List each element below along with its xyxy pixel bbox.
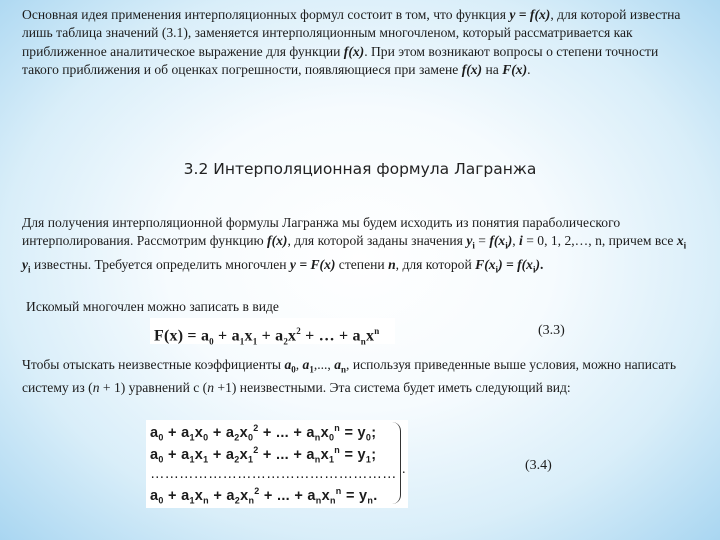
equation-number-3-3: (3.3) [538,323,565,338]
polynomial-intro: Искомый многочлен можно записать в виде [26,299,279,314]
system-dots-row: …………………………………………… [150,466,397,482]
equation-3-3: $F(x) = a_0 + a_1x_1 + a_2x^2$ + … + $a_nx^n$ [150,318,395,344]
equation-number-3-4: (3.4) [525,458,552,473]
equation-system-3-4 [146,420,408,508]
intro-paragraph: Основная идея применения интерполяционных формул состоит в том, что функция y = f(x), для которой известна лишь таблица значений (3.1), заменяется интерполяционным многочленом, который рассматривается как приближенное аналитическое выражение для функции f(x). При этом возникают вопросы о степени точности такого приближения и об оценках погрешности, появляющиеся при замене f(x) на F(x). [22,7,681,78]
section-heading: 3.2 Интерполяционная формула Лагранжа [183,160,537,178]
system-row: $a_0 + a_1x_0 + a_2x_0^2$ + ... + $a_nx_0^n = y_0$; [150,423,377,443]
after-brace-dot: . [402,462,406,477]
system-row: $a_0 + a_1x_1 + a_2x_1^2$ + ... + $a_nx_1^n = y_1$; [150,445,377,465]
lagrange-paragraph: Для получения интерполяционной формулы Лагранжа мы будем исходить из понятия параболического интерполирования. Рассмотрим функцию f(x), для которой заданы значения $y_i = f(x_i)$, i = 0, 1, 2,…, n, причем все $x_i$ $y_i$ известны. Требуется определить многочлен y = F(x) степени n, для которой $F(x_i) = f(x_i)$. [22,215,687,275]
coefficients-paragraph: Чтобы отыскать неизвестные коэффициенты $a_0$, $a_1$,..., $a_n$, используя приведенные выше условия, можно написать систему из (n + 1) уравнений с (n +1) неизвестными. Эта система будет иметь следующий вид: [22,357,677,396]
system-row: $a_0 + a_1x_n + a_2x_n^2$ + ... + $a_nx_n^n = y_n$. [150,486,378,506]
system-brace [392,422,401,504]
